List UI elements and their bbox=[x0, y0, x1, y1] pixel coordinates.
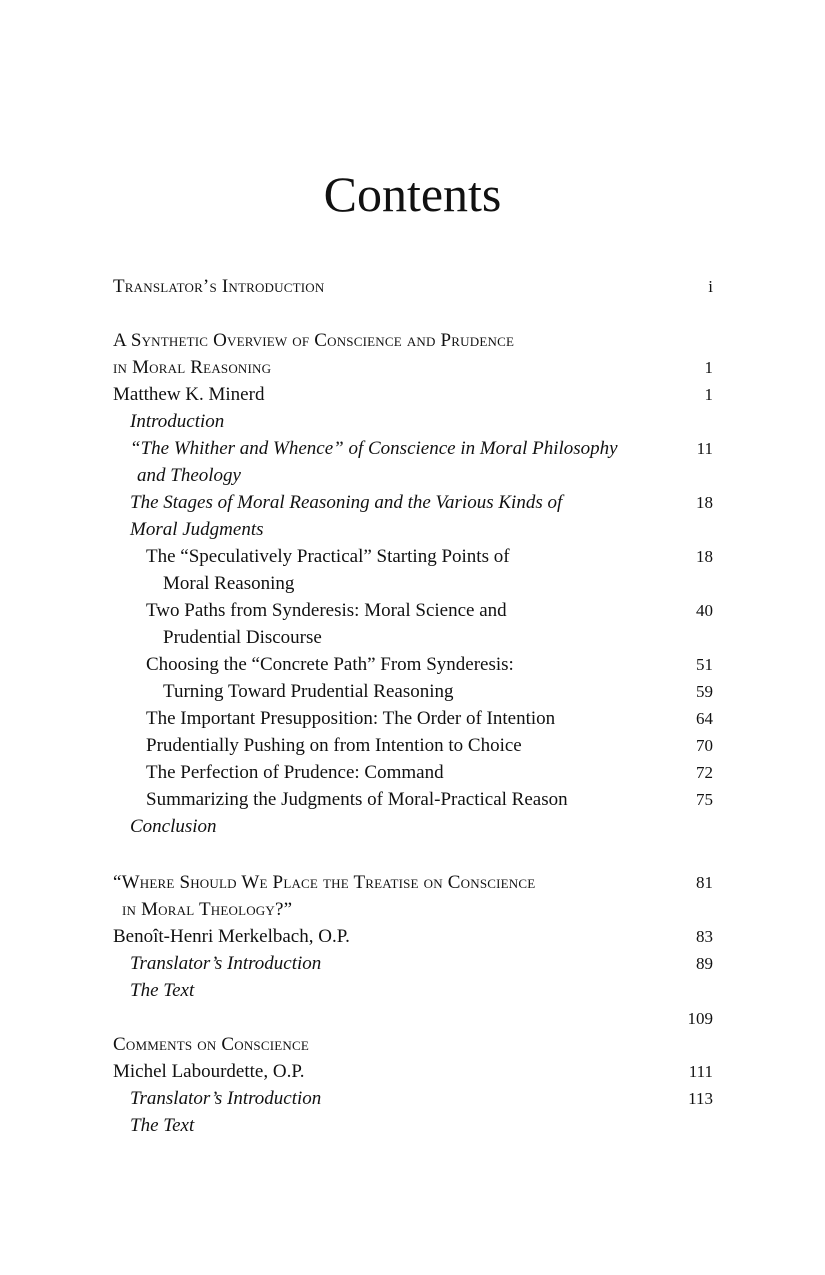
toc-entry-title: and Theology bbox=[137, 465, 241, 486]
toc-subentry-continuation bbox=[0, 570, 825, 597]
toc-entry-title: Benoît-Henri Merkelbach, O.P. bbox=[113, 926, 350, 947]
page-title: Contents bbox=[323, 166, 502, 222]
toc-entry-continuation bbox=[0, 516, 825, 543]
toc-section-heading bbox=[0, 869, 825, 896]
toc-entry-title: Conclusion bbox=[130, 816, 217, 837]
toc-entry-title: “The Whither and Whence” of Conscience in Moral Philosophy bbox=[130, 438, 618, 459]
toc-page-only-line bbox=[0, 1005, 825, 1032]
toc-entry-title: Introduction bbox=[130, 411, 225, 432]
toc-author bbox=[0, 1058, 825, 1085]
toc-entry-title: Prudentially Pushing on from Intention to Choice bbox=[146, 735, 522, 756]
toc-entry bbox=[0, 1085, 825, 1112]
toc-section-heading-continuation bbox=[0, 896, 825, 923]
toc-entry-title: The Text bbox=[130, 980, 195, 1001]
toc-entry-title: Comments on Conscience bbox=[113, 1034, 309, 1055]
toc-page-number: 40 bbox=[696, 601, 713, 620]
toc-subentry-continuation bbox=[0, 678, 825, 705]
toc-entry-title: in Moral Reasoning bbox=[113, 357, 272, 378]
toc-entry-title: A Synthetic Overview of Conscience and Prudence bbox=[113, 330, 515, 351]
toc-entry-title: in Moral Theology?” bbox=[122, 899, 293, 920]
toc-section-heading bbox=[0, 1031, 825, 1058]
toc-entry-title: Translator’s Introduction bbox=[113, 276, 325, 297]
toc-entry bbox=[0, 408, 825, 435]
toc-entry-title: Moral Judgments bbox=[130, 519, 264, 540]
toc-entry-title: Moral Reasoning bbox=[163, 573, 295, 594]
toc-entry-continuation bbox=[0, 462, 825, 489]
toc-page-number: 1 bbox=[704, 385, 713, 404]
toc-entry-title: Two Paths from Synderesis: Moral Science and bbox=[146, 600, 507, 621]
toc-section-heading-continuation bbox=[0, 354, 825, 381]
toc-page-number: 72 bbox=[696, 763, 713, 782]
toc-entry-title: Choosing the “Concrete Path” From Synderesis: bbox=[146, 654, 514, 675]
toc-entry-title: Summarizing the Judgments of Moral-Practical Reason bbox=[146, 789, 568, 810]
toc-entry-title: The “Speculatively Practical” Starting Points of bbox=[146, 546, 510, 567]
toc-subentry bbox=[0, 651, 825, 678]
toc-entry-title: “Where Should We Place the Treatise on Conscience bbox=[113, 872, 536, 893]
toc-subentry bbox=[0, 732, 825, 759]
toc-entry-title: The Important Presupposition: The Order of Intention bbox=[146, 708, 556, 729]
toc-entry bbox=[0, 1112, 825, 1139]
toc-page-number: 111 bbox=[688, 1062, 713, 1081]
toc-page-number: 70 bbox=[696, 736, 713, 755]
toc-entry-title: The Perfection of Prudence: Command bbox=[146, 762, 444, 783]
toc-entry bbox=[0, 489, 825, 516]
toc-section-heading bbox=[0, 273, 825, 300]
toc-subentry bbox=[0, 786, 825, 813]
toc-page-number: 113 bbox=[688, 1089, 713, 1108]
toc-subentry bbox=[0, 543, 825, 570]
toc-subentry-continuation bbox=[0, 624, 825, 651]
toc-page-number: 75 bbox=[696, 790, 713, 809]
toc-entry-title: Matthew K. Minerd bbox=[113, 384, 265, 405]
toc-entry-title: Translator’s Introduction bbox=[130, 1088, 322, 1109]
toc-page-number: 18 bbox=[696, 493, 713, 512]
toc-entry-title: The Stages of Moral Reasoning and the Various Kinds of bbox=[130, 492, 563, 513]
toc-page-number: 11 bbox=[696, 439, 713, 458]
toc-entry-title: Turning Toward Prudential Reasoning bbox=[163, 681, 454, 702]
toc-subentry bbox=[0, 597, 825, 624]
toc-page-number: 81 bbox=[696, 873, 713, 892]
toc-subentry bbox=[0, 705, 825, 732]
toc-author bbox=[0, 381, 825, 408]
toc-page-number: 64 bbox=[696, 709, 713, 728]
toc-page-number: 1 bbox=[704, 358, 713, 377]
toc-entry-title: The Text bbox=[130, 1115, 195, 1136]
toc-page-number: 59 bbox=[696, 682, 713, 701]
toc-entry bbox=[0, 813, 825, 840]
toc-page-number: 89 bbox=[696, 954, 713, 973]
toc-author bbox=[0, 923, 825, 950]
toc-subentry bbox=[0, 759, 825, 786]
toc-entry-title: Michel Labourdette, O.P. bbox=[113, 1061, 305, 1082]
toc-page-number: i bbox=[708, 277, 713, 296]
toc-page-number: 18 bbox=[696, 547, 713, 566]
toc-page-number: 51 bbox=[696, 655, 713, 674]
toc-entry-title: Prudential Discourse bbox=[163, 627, 322, 648]
toc-entry-title: Translator’s Introduction bbox=[130, 953, 322, 974]
toc-page-number: 109 bbox=[687, 1009, 713, 1028]
toc-section-heading bbox=[0, 327, 825, 354]
toc-entry bbox=[0, 977, 825, 1004]
toc-entry bbox=[0, 950, 825, 977]
toc-page-number: 83 bbox=[696, 927, 713, 946]
toc-entry bbox=[0, 435, 825, 462]
